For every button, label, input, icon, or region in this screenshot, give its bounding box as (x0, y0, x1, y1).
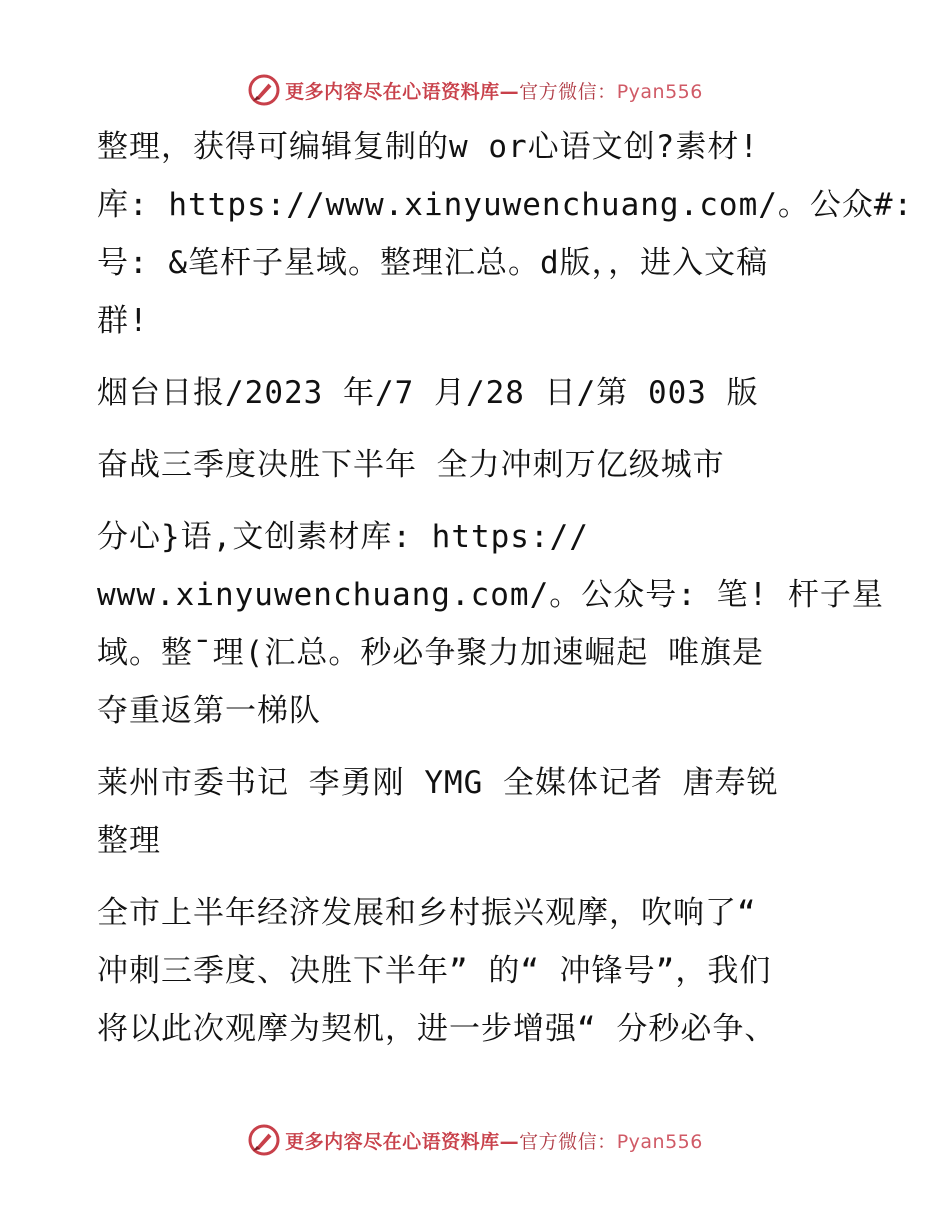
paragraph (97, 508, 884, 740)
text-line: 莱州市委书记 李勇刚 YMG 全媒体记者 唐寿锐 (97, 765, 779, 801)
paragraph (97, 364, 857, 422)
banner-dash: — (499, 1130, 520, 1153)
pen-logo-icon (247, 1123, 281, 1157)
paragraph (97, 754, 857, 870)
paragraph-gap (97, 740, 857, 754)
text-line: 烟台日报/2023 年/7 月/28 日/第 003 版 (97, 375, 759, 411)
banner-main-text: 更多内容尽在心语资料库 (285, 1130, 500, 1153)
paragraph (97, 436, 857, 494)
text-line: 夺重返第一梯队 (97, 693, 321, 729)
text-line: 库: https://www.xinyuwenchuang.com/。公众#: (97, 187, 914, 223)
banner-main-text: 更多内容尽在心语资料库 (285, 80, 500, 103)
header-watermark-banner (0, 70, 950, 110)
text-line: 冲刺三季度、决胜下半年” 的“ 冲锋号”，我们 (97, 953, 772, 989)
text-line: 域。整¯理(汇总。秒必争聚力加速崛起 唯旗是 (97, 635, 764, 671)
text-line: 整理，获得可编辑复制的w or心语文创?素材! (97, 129, 759, 165)
paragraph (97, 884, 857, 1058)
text-line: 分心}语,文创素材库: https:// (97, 519, 589, 555)
text-line: 群! (97, 303, 149, 339)
text-line: 奋战三季度决胜下半年 全力冲刺万亿级城市 (97, 447, 725, 483)
paragraph (97, 118, 914, 350)
paragraph-gap (97, 422, 857, 436)
text-line: 全市上半年经济发展和乡村振兴观摩，吹响了“ (97, 895, 757, 931)
paragraph-gap (97, 350, 857, 364)
banner-wechat-id: Pyan556 (616, 80, 703, 103)
banner-text (285, 1127, 703, 1154)
text-line: www.xinyuwenchuang.com/。公众号: 笔! 杆子星 (97, 577, 884, 613)
banner-dash: — (499, 80, 520, 103)
text-line: 将以此次观摩为契机，进一步增强“ 分秒必争、 (97, 1011, 777, 1047)
banner-wechat-label: 官方微信： (519, 1130, 617, 1153)
paragraph-gap (97, 494, 857, 508)
text-line: 号: &笔杆子星域。整理汇总。d版，，进入文稿 (97, 245, 769, 281)
banner-wechat-label: 官方微信： (519, 80, 617, 103)
footer-watermark-banner (0, 1120, 950, 1160)
banner-wechat-id: Pyan556 (616, 1130, 703, 1153)
paragraph-gap (97, 870, 857, 884)
document-body (97, 118, 914, 1058)
banner-text (285, 77, 703, 104)
text-line: 整理 (97, 823, 161, 859)
pen-logo-icon (247, 73, 281, 107)
